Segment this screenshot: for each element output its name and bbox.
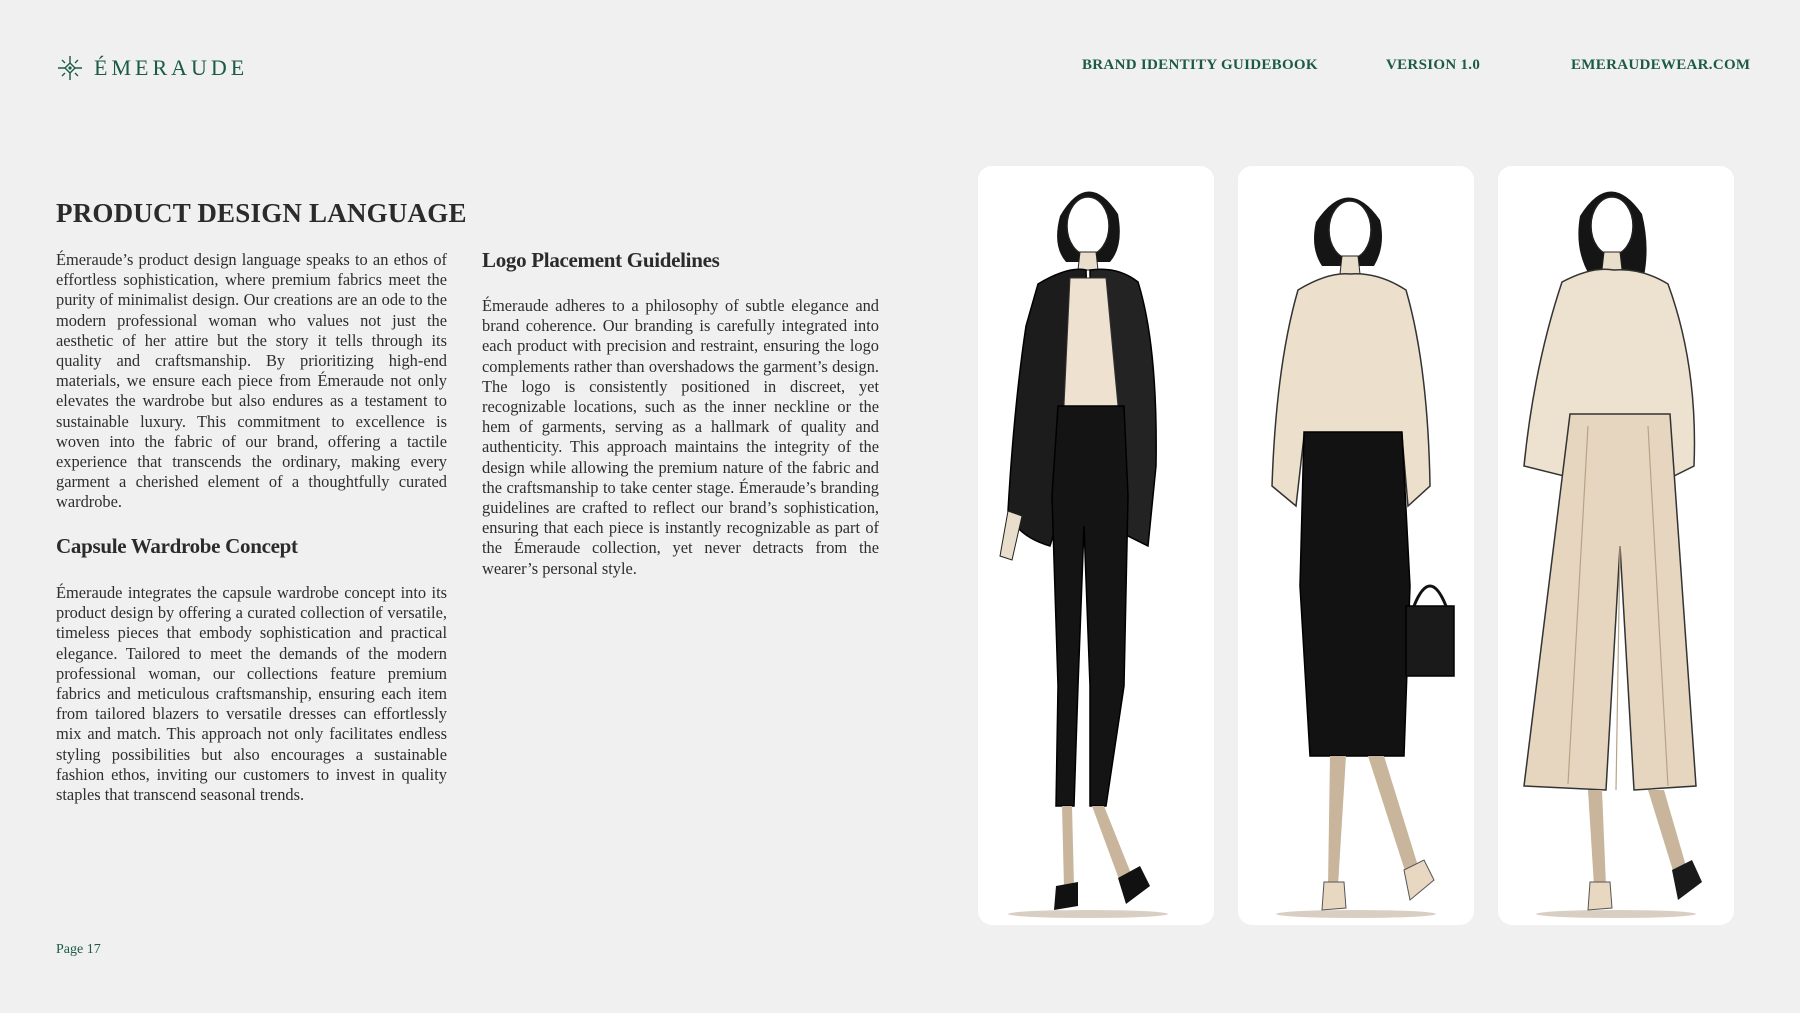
- capsule-paragraph: Émeraude integrates the capsule wardrobe concept into its product design by offering a curated collection of versatile, timeless pieces that embody sophistication and practical elegance. Tailored to meet the demands of the modern professional woman, our collections feature premium fabrics and meticulous craftsmanship, ensuring each item from tailored blazers to versatile dresses can effortlessly mix and match. This approach not only facilitates endless styling possibilities but also encourages a sustainable fashion ethos, inviting our customers to invest in quality staples that transcend seasonal trends.: [56, 583, 447, 805]
- brand-wordmark: ÉMERAUDE: [94, 55, 249, 80]
- intro-paragraph: Émeraude’s product design language speaks to an ethos of effortless sophistication, where premium fabrics meet the purity of minimalist design. Our creations are an ode to the modern professional woman who values not just the aesthetic of her attire but the story it tells through its quality and craftsmanship. By prioritizing high-end materials, we ensure each piece from Émeraude not only elevates the wardrobe but also endures as a testament to sustainable luxury. This commitment to excellence is woven into the fabric of our brand, offering a tactile experience that transcends the ordinary, making every garment a cherished element of a thoughtfully curated wardrobe.: [56, 250, 447, 512]
- brand-logo[interactable]: [56, 54, 248, 82]
- nav-version[interactable]: VERSION 1.0: [1386, 57, 1481, 73]
- page-number: Page 17: [56, 942, 101, 957]
- capsule-heading: Capsule Wardrobe Concept: [56, 534, 298, 558]
- logo-placement-paragraph: Émeraude adheres to a philosophy of subtle elegance and brand coherence. Our branding is carefully integrated into each product with precision and restraint, ensuring the logo complements rather than overshadows the garment’s design. The logo is consistently positioned in discreet, yet recognizable locations, such as the inner neckline or the hem of garments, serving as a hallmark of quality and authenticity. This approach maintains the integrity of the design while allowing the premium nature of the fabric and the craftsmanship to take center stage. Émeraude’s branding guidelines are crafted to reflect our brand’s sophistication, ensuring that each piece is instantly recognizable as part of the Émeraude collection, yet never detracts from the wearer’s personal style.: [482, 296, 879, 578]
- header: [0, 0, 1800, 120]
- nav-guidebook[interactable]: BRAND IDENTITY GUIDEBOOK: [1082, 57, 1318, 73]
- fashion-illustration-blazer: [978, 166, 1214, 925]
- fashion-illustration-culottes: [1498, 166, 1734, 925]
- logo-placement-heading: Logo Placement Guidelines: [482, 248, 720, 272]
- diamond-sparkle-icon: [56, 54, 84, 82]
- fashion-illustration-pencil-skirt: [1238, 166, 1474, 925]
- page-title: PRODUCT DESIGN LANGUAGE: [56, 198, 467, 228]
- nav-website[interactable]: EMERAUDEWEAR.COM: [1571, 57, 1751, 73]
